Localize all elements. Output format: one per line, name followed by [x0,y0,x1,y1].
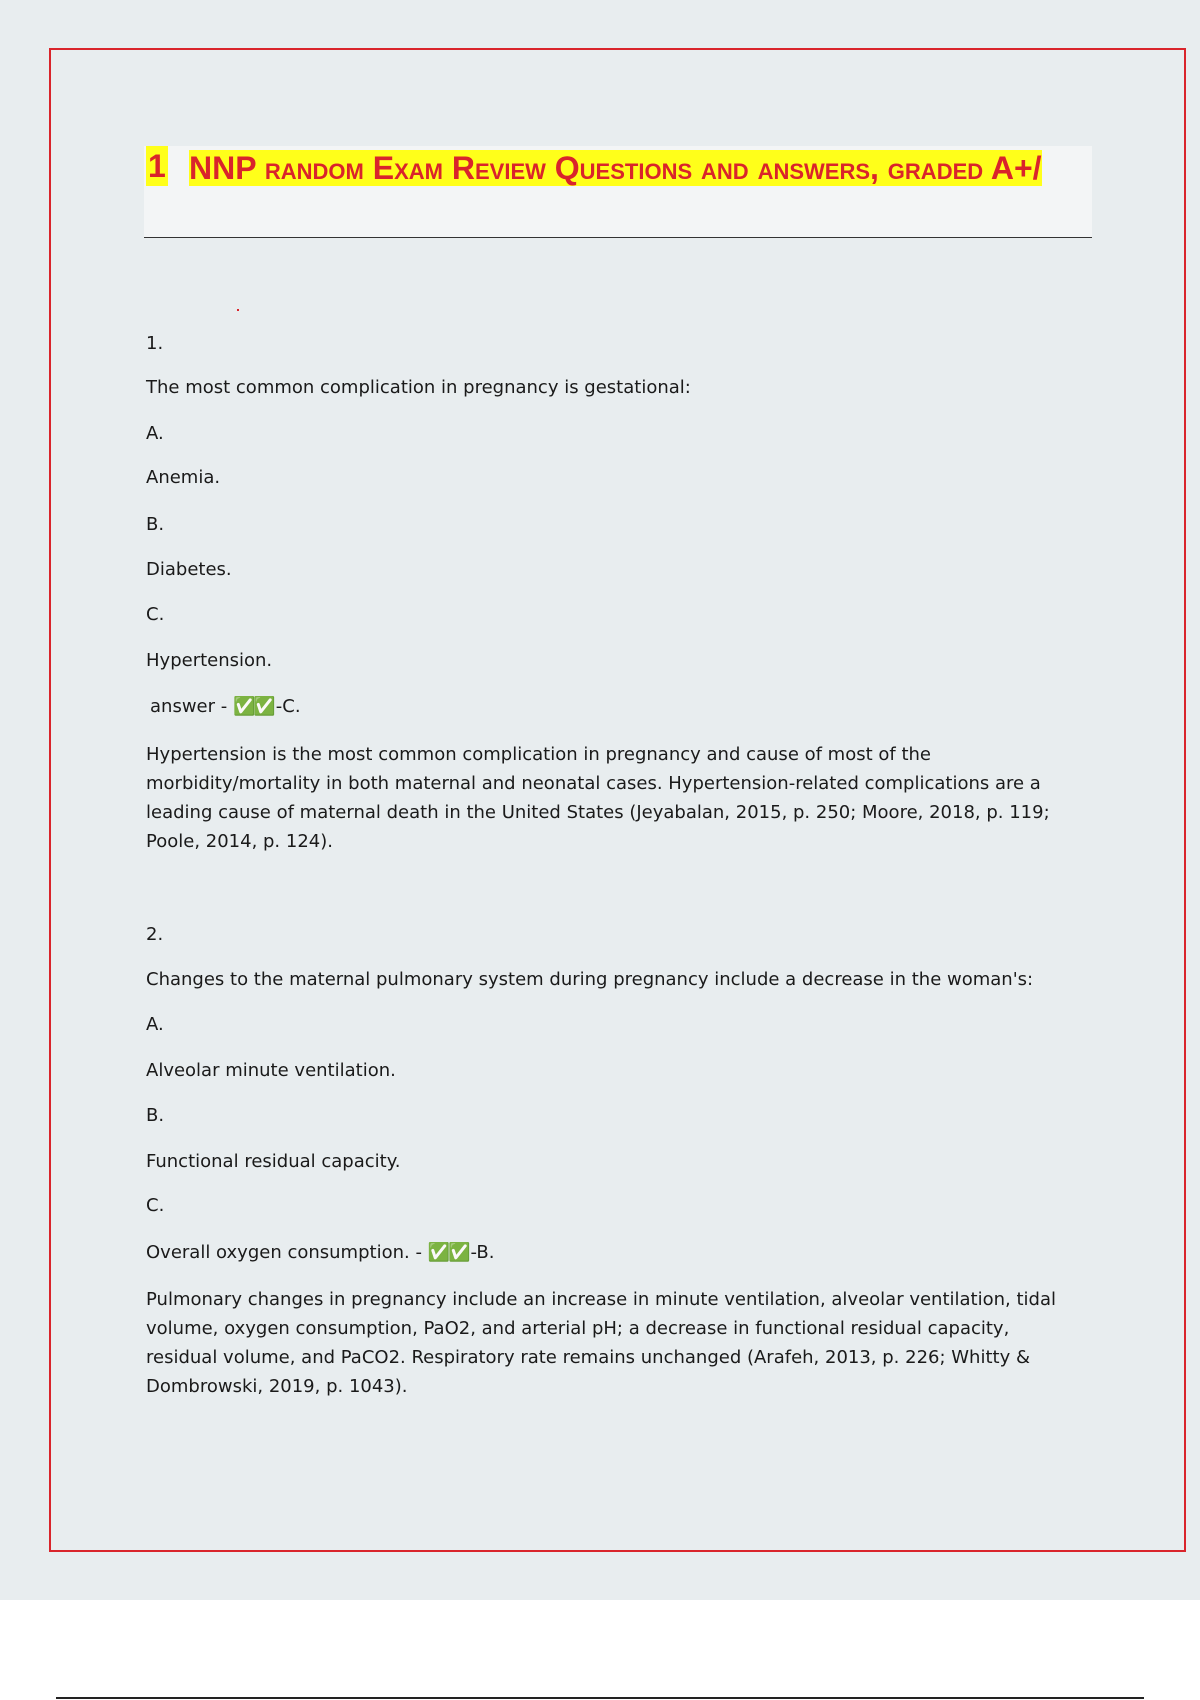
double-check-icon: ✅✅ [232,696,274,717]
question-1-option-b-text: Diabetes. [146,559,232,580]
question-1-stem: The most common complication in pregnancy is gestational: [146,377,691,398]
question-1-option-a-letter: A. [146,423,164,444]
question-2-option-c-text: Overall oxygen consumption. [146,1242,410,1263]
question-1-option-b-letter: B. [146,514,165,535]
question-1-rationale: Hypertension is the most common complication in pregnancy and cause of most of the morbidity/mortality in both maternal and neonatal cases. Hypertension-related complications are a leading cause of maternal death in the United States (Jeyabalan, 2015, p. 250; Moore, 2018, p. 119; Poole, 2014, p. 124). [146,744,1050,852]
page-title-text: NNP random Exam Review Questions and answers, graded A+/ [189,150,1042,186]
question-2-option-a-text: Alveolar minute ventilation. [146,1060,396,1081]
question-2-rationale: Pulmonary changes in pregnancy include an increase in minute ventilation, alveolar ventilation, tidal volume, oxygen consumption, PaO2, and arterial pH; a decrease in functional residual capacity, residual volume, and PaCO2. Respiratory rate remains unchanged (Arafeh, 2013, p. 226; Whitty & Dombrowski, 2019, p. 1043). [146,1289,1056,1397]
question-2-answer-prefix: - [409,1242,428,1263]
question-1-answer-letter: -C. [275,696,301,717]
question-2-option-c-letter: C. [146,1195,165,1216]
question-1-number: 1. [146,333,164,354]
page-title [189,146,1079,191]
question-1-option-c-letter: C. [146,604,165,625]
question-2-stem: Changes to the maternal pulmonary system during pregnancy include a decrease in the woman's: [146,969,1034,990]
question-2-answer-letter: -B. [470,1242,495,1263]
question-1-answer [150,692,301,721]
double-check-icon: ✅✅ [427,1242,469,1263]
question-2-option-b-text: Functional residual capacity. [146,1151,401,1172]
heading-number: 1 [148,148,166,184]
question-1-answer-prefix: answer - [150,696,233,717]
stray-red-dot [237,309,239,311]
question-2-option-b-letter: B. [146,1105,165,1126]
question-1-option-a-text: Anemia. [146,467,221,488]
question-1-option-c-text: Hypertension. [146,650,273,671]
question-2-number: 2. [146,924,164,945]
question-2-option-a-letter: A. [146,1014,164,1035]
question-2-answer [146,1238,494,1267]
footer-divider [56,1697,1144,1699]
